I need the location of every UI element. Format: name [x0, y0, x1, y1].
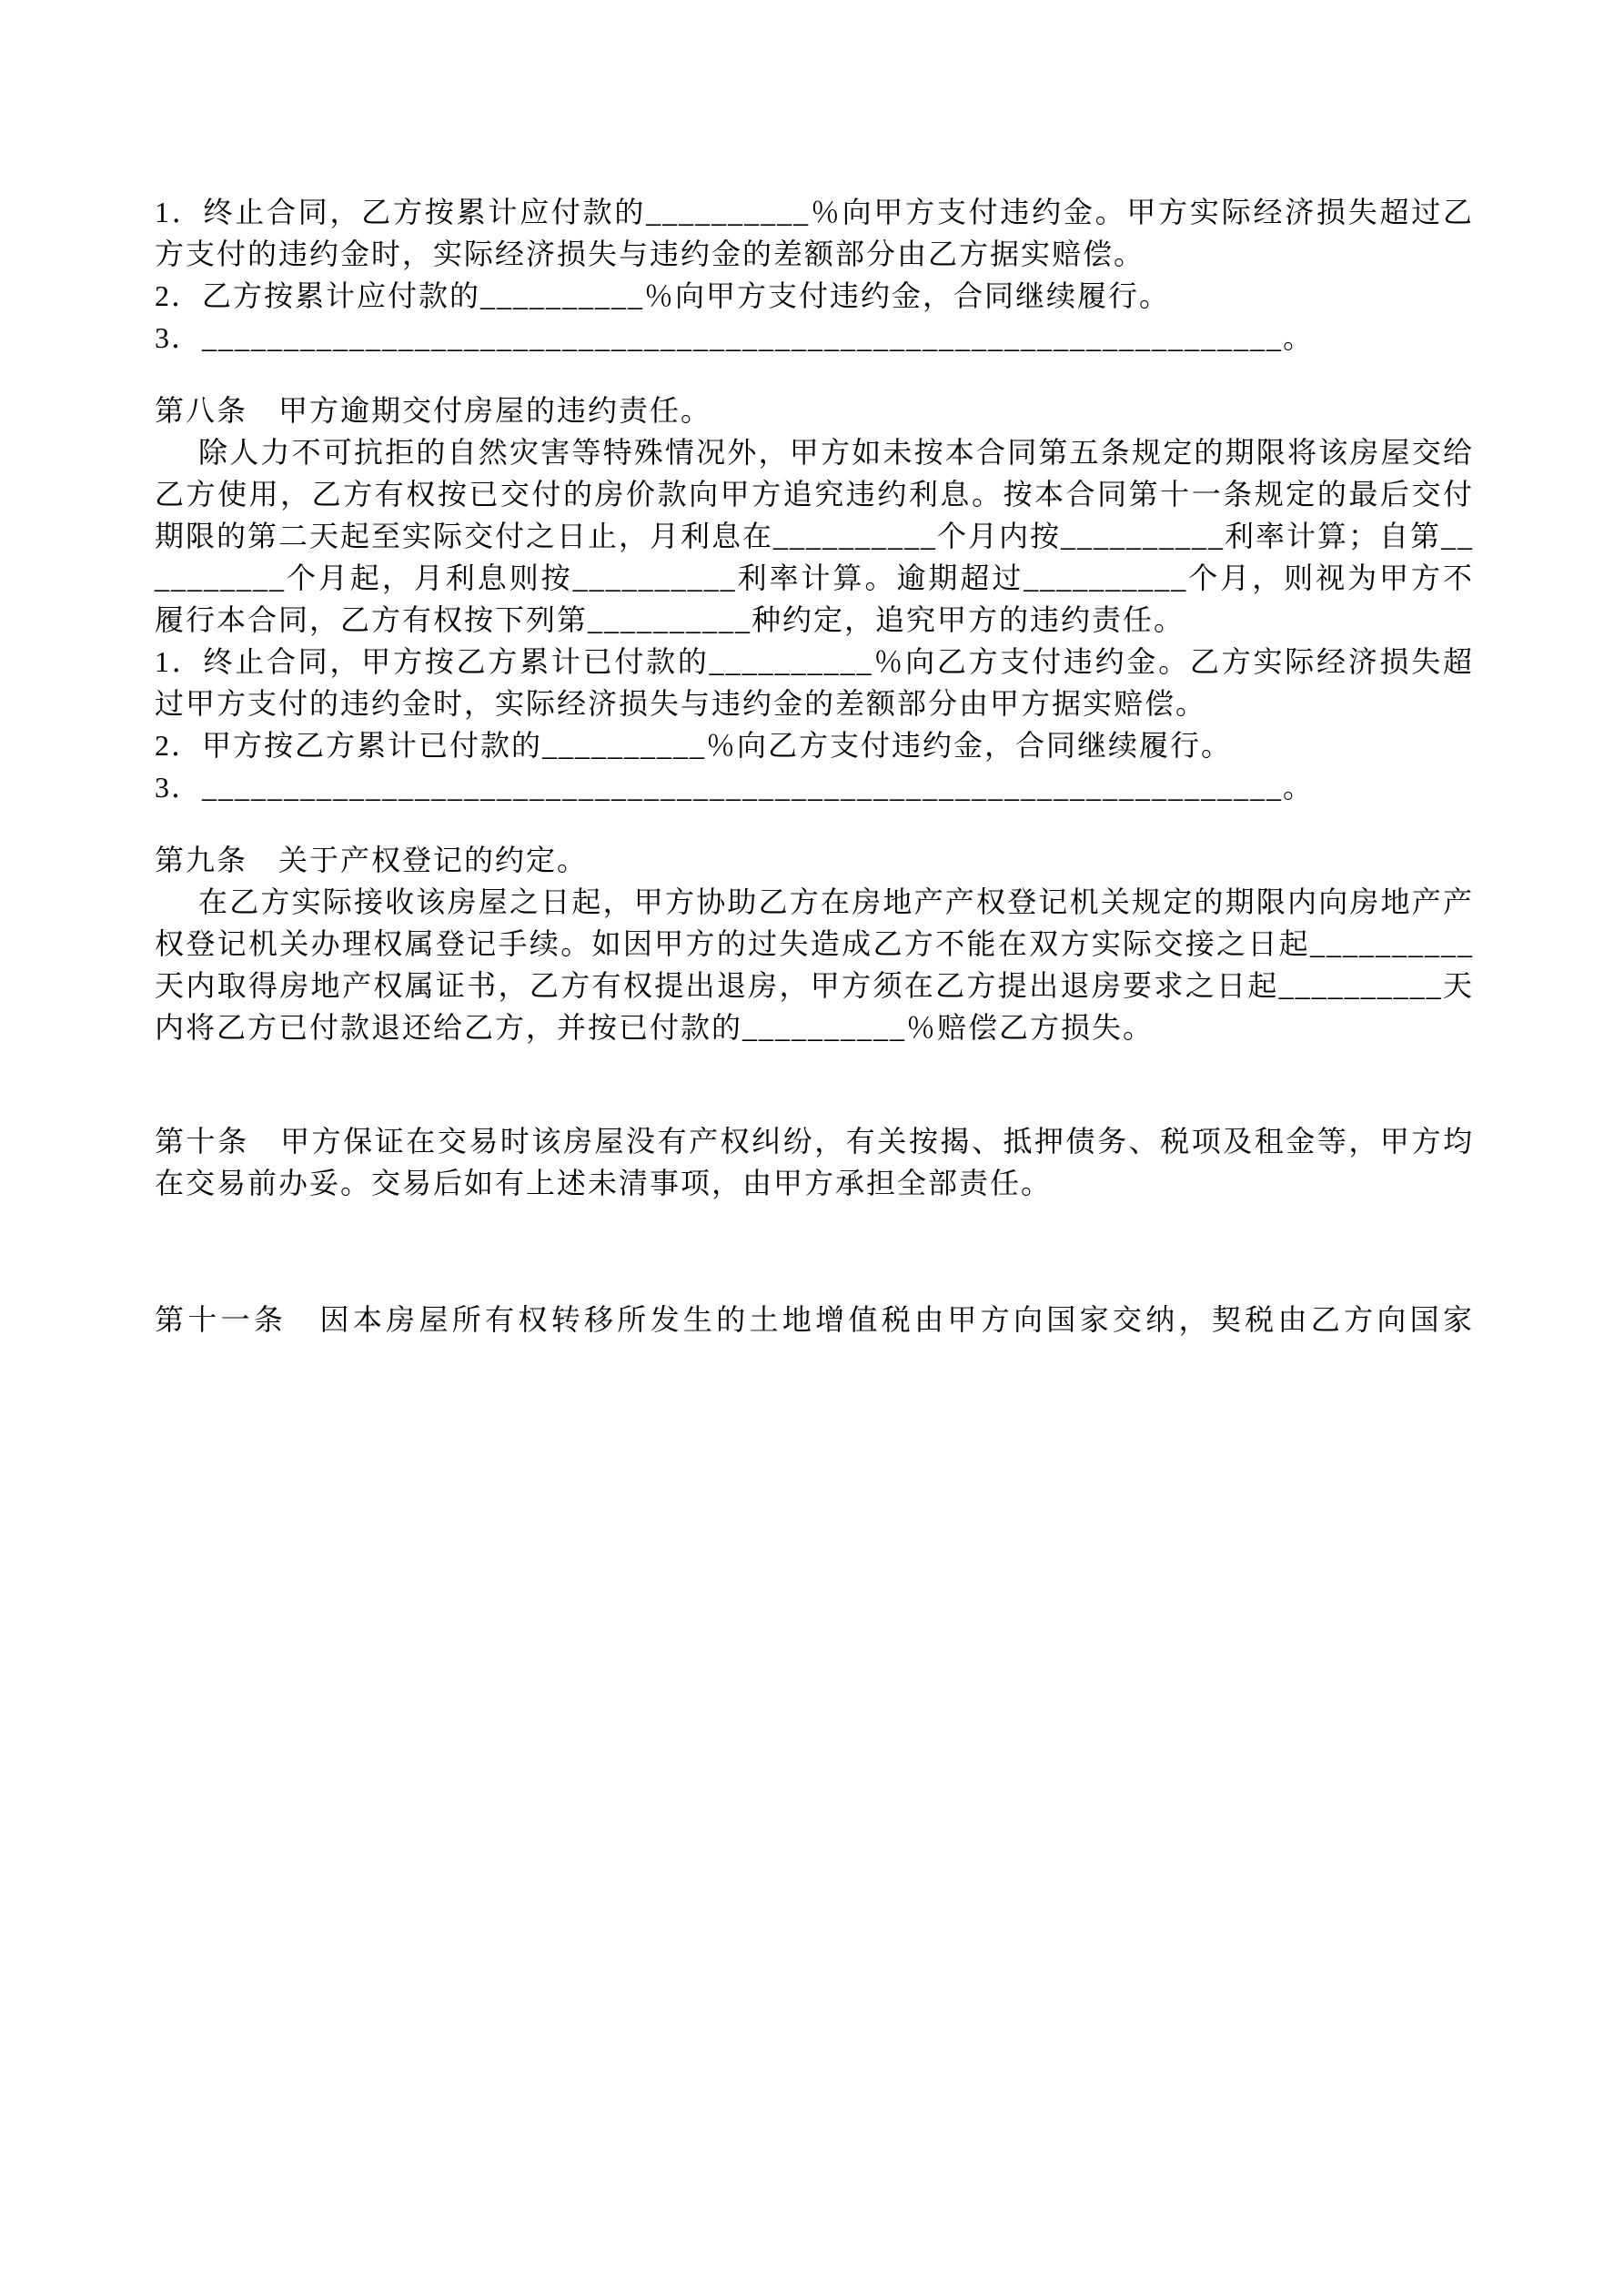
- clause8-option-2: 2．甲方按乙方累计已付款的__________％向乙方支付违约金，合同继续履行。: [155, 729, 1233, 762]
- clause8-option-1: 1．终止合同，甲方按乙方累计已付款的__________％向乙方支付违约金。乙方实际经济损失超过甲方支付的违约金时，实际经济损失与违约金的差额部分由甲方据实赔偿。: [155, 645, 1474, 720]
- clause9-body: 在乙方实际接收该房屋之日起，甲方协助乙方在房地产产权登记机关规定的期限内向房地产产权登记机关办理权属登记手续。如因甲方的过失造成乙方不能在双方实际交接之日起__________天内取得房地产权属证书，乙方有权提出退房，甲方须在乙方提出退房要求之日起__________天内将乙方已付款退还给乙方，并按已付款的__________％赔偿乙方损失。: [155, 885, 1474, 1044]
- clause8-body: 除人力不可抗拒的自然灾害等特殊情况外，甲方如未按本合同第五条规定的期限将该房屋交给乙方使用，乙方有权按已交付的房价款向甲方追究违约利息。按本合同第十一条规定的最后交付期限的第二天起至实际交付之日止，月利息在__________个月内按__________利率计算；自第__________个月起，月利息则按__________利率计算。逾期超过__________个月，则视为甲方不履行本合同，乙方有权按下列第__________种约定，追究甲方的违约责任。: [155, 436, 1475, 636]
- clause10-paragraph: 第十条 甲方保证在交易时该房屋没有产权纠纷，有关按揭、抵押债务、税项及租金等，甲方均在交易前办妥。交易后如有上述未清事项，由甲方承担全部责任。: [155, 1125, 1474, 1199]
- clause7-option-2: 2．乙方按累计应付款的__________％向甲方支付违约金，合同继续履行。: [155, 279, 1171, 312]
- clause7-option-3-blank-line: 3．__________________________________________________________________。: [155, 321, 1314, 354]
- clause9-heading: 第九条 关于产权登记的约定。: [155, 844, 589, 876]
- clause7-option-1: 1．终止合同，乙方按累计应付款的__________％向甲方支付违约金。甲方实际经济损失超过乙方支付的违约金时，实际经济损失与违约金的差额部分由乙方据实赔偿。: [155, 196, 1474, 270]
- clause8-heading: 第八条 甲方逾期交付房屋的违约责任。: [155, 394, 712, 427]
- clause11-paragraph: 第十一条 因本房屋所有权转移所发生的土地增值税由甲方向国家交纳，契税由乙方向国家: [155, 1303, 1474, 1336]
- clause8-option-3-blank-line: 3．__________________________________________________________________。: [155, 771, 1314, 804]
